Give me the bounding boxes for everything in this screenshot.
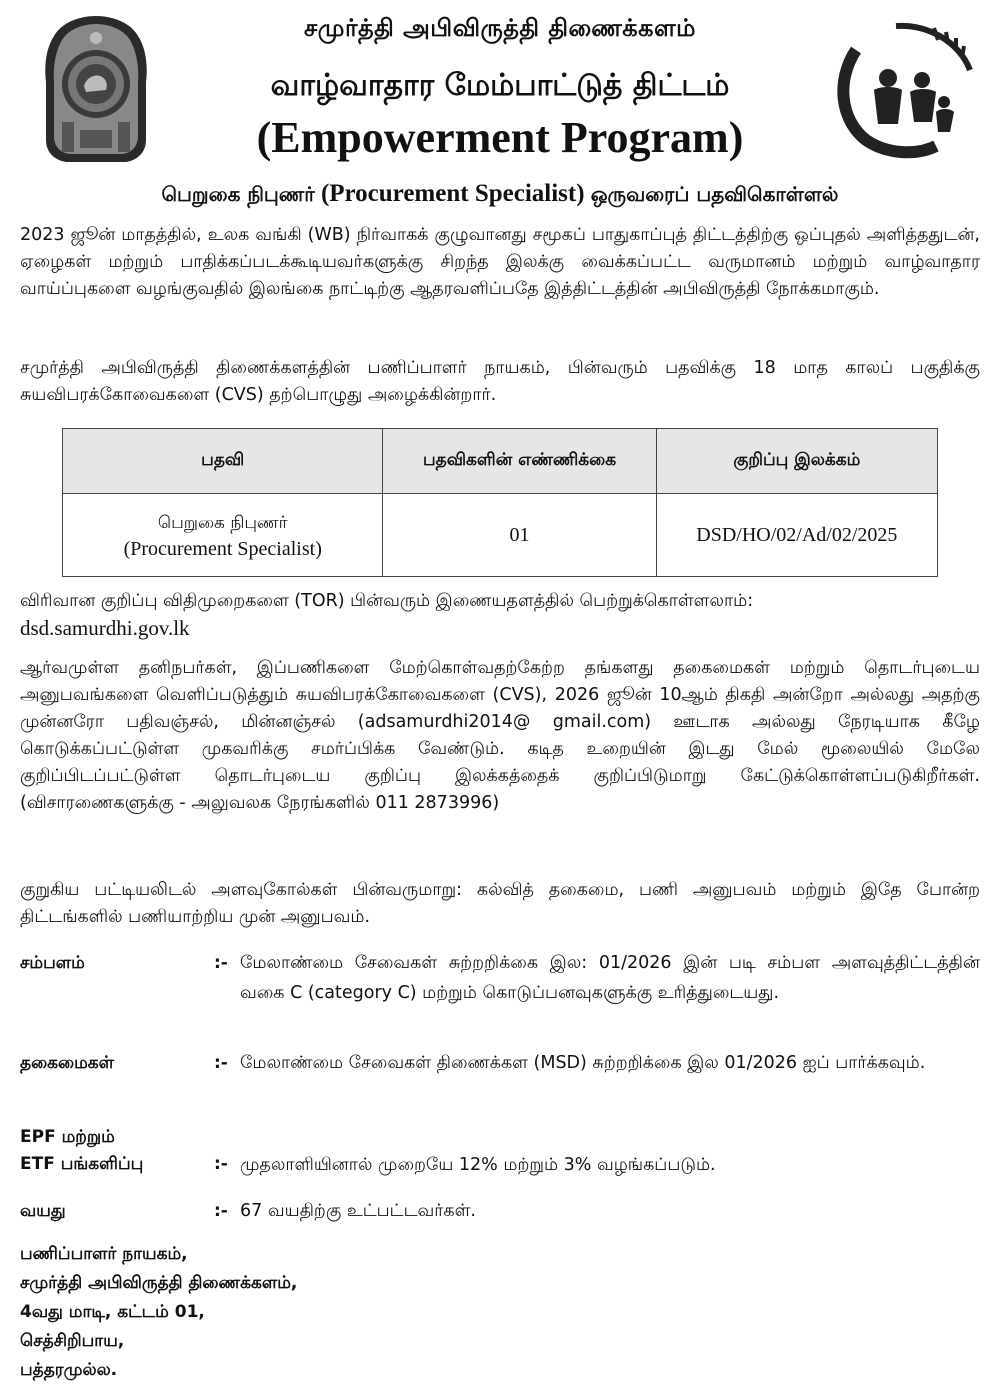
program-title-english: (Empowerment Program) (256, 113, 744, 162)
age-value: 67 வயதிற்கு உட்பட்டவர்கள். (240, 1201, 476, 1221)
tor-text: விரிவான குறிப்பு விதிமுறைகளை (TOR) பின்வரும் இணையதளத்தில் பெற்றுக்கொள்ளலாம்: (20, 591, 754, 611)
intro-paragraph-1: 2023 ஜூன் மாதத்தில், உலக வங்கி (WB) நிர்வாகக் குழுவானது சமூகப் பாதுகாப்புத் திட்டத்திற்கு ஒப்புதல் அளித்ததுடன், ஏழைகள் மற்றும் பாதிக்கப்படக்கூடியவர்களுக்கு சிறந்த இலக்கு வைக்கப்பட்ட வருமானம் மற்றும் வாழ்வாதார வாய்ப்புகளை வழங்குவதில் இலங்கை நாட்டிற்கு ஆதரவளிப்பதே இத்திட்டத்தின் அபிவிருத்தி நோக்கமாகும். (20, 225, 980, 299)
cell-count: 01 (383, 494, 656, 577)
address-line-1: பணிப்பாளர் நாயகம், (20, 1244, 188, 1264)
address-line-2: சமுர்த்தி அபிவிருத்தி திணைக்களம், (20, 1273, 298, 1293)
department-name: சமுர்த்தி அபிவிருத்தி திணைக்களம் (304, 14, 696, 42)
epf-label (20, 1124, 143, 1178)
age-label: வயது (20, 1201, 66, 1221)
table-header-row (63, 429, 938, 494)
qualifications-label: தகைமைகள் (20, 1053, 115, 1073)
epf-value: முதலாளியினால் முறையே 12% மற்றும் 3% வழங்கப்படும். (240, 1155, 716, 1175)
epf-separator: :- (214, 1154, 228, 1174)
website-link[interactable]: dsd.samurdhi.gov.lk (20, 616, 190, 640)
header-post: பதவி (63, 429, 383, 494)
cell-post-tamil: பெறுகை நிபுணர் (157, 512, 288, 533)
age-separator: :- (214, 1201, 228, 1221)
vacancy-title-prefix: பெறுகை நிபுணர் (161, 182, 315, 206)
salary-label: சம்பளம் (20, 953, 85, 973)
vacancy-title-english: (Procurement Specialist) (320, 180, 585, 207)
epf-label-line-2: ETF பங்களிப்பு (20, 1154, 144, 1174)
postal-address (20, 1240, 297, 1385)
cell-post (63, 494, 383, 577)
tor-paragraph (20, 588, 980, 644)
cell-reference: DSD/HO/02/Ad/02/2025 (656, 494, 937, 577)
qualifications-value: மேலாண்மை சேவைகள் திணைக்கள (MSD) சுற்றறிக்கை இல 01/2026 ஐப் பார்க்கவும். (240, 1053, 926, 1073)
qualifications-separator: :- (214, 1053, 228, 1073)
header-reference: குறிப்பு இலக்கம் (656, 429, 937, 494)
vacancy-title-suffix: ஒருவரைப் பதவிகொள்ளல் (590, 182, 839, 206)
address-line-4: செத்சிறிபாய, (20, 1331, 125, 1351)
table-row (63, 494, 938, 577)
epf-label-line-1: EPF மற்றும் (20, 1127, 115, 1147)
application-paragraph: ஆர்வமுள்ள தனிநபர்கள், இப்பணிகளை மேற்கொள்வதற்கேற்ற தங்களது தகைமைகள் மற்றும் தொடர்புடைய அனுபவங்களை வெளிப்படுத்தும் சுயவிபரக்கோவைகளை (CVS), 2026 ஜூன் 10ஆம் திகதி அன்றோ அல்லது அதற்கு முன்னரோ பதிவஞ்சல், மின்னஞ்சல் (adsamurdhi2014@ gmail.com) ஊடாக அல்லது நேரடியாக கீழே கொடுக்கப்பட்டுள்ள முகவரிக்கு சமர்ப்பிக்க வேண்டும். கடித உறையின் இடது மேல் மூலையில் மேலே குறிப்பிடப்பட்டுள்ள தொடர்புடைய குறிப்பு இலக்கத்தைக் குறிப்பிடுமாறு கேட்டுக்கொள்ளப்படுகிறீர்கள். (விசாரணைகளுக்கு - அலுவலக நேரங்களில் 011 2873996) (20, 658, 980, 813)
salary-value: மேலாண்மை சேவைகள் சுற்றறிக்கை இல: 01/2026 இன் படி சம்பள அளவுத்திட்டத்தின் வகை C (category C) மற்றும் கொடுப்பனவுகளுக்கு உரித்துடையது. (240, 953, 980, 1003)
intro-paragraph-2: சமுர்த்தி அபிவிருத்தி திணைக்களத்தின் பணிப்பாளர் நாயகம், பின்வரும் பதவிக்கு 18 மாத காலப் பகுதிக்கு சுயவிபரக்கோவைகளை (CVS) தற்பொழுது அழைக்கின்றார். (20, 358, 980, 405)
salary-separator: :- (214, 953, 228, 973)
header-count: பதவிகளின் எண்ணிக்கை (383, 429, 656, 494)
cell-post-english: (Procurement Specialist) (123, 537, 322, 560)
vacancy-title (0, 180, 1000, 209)
address-line-3: 4வது மாடி, கட்டம் 01, (20, 1302, 205, 1322)
address-line-5: பத்தரமுல்ல. (20, 1360, 118, 1380)
shortlisting-paragraph: குறுகிய பட்டியலிடல் அளவுகோல்கள் பின்வருமாறு: கல்வித் தகைமை, பணி அனுபவம் மற்றும் இதே போன்ற திட்டங்களில் பணியாற்றிய முன் அனுபவம். (20, 880, 980, 927)
vacancy-table (62, 428, 938, 577)
program-title-tamil: வாழ்வாதார மேம்பாட்டுத் திட்டம் (270, 68, 730, 103)
